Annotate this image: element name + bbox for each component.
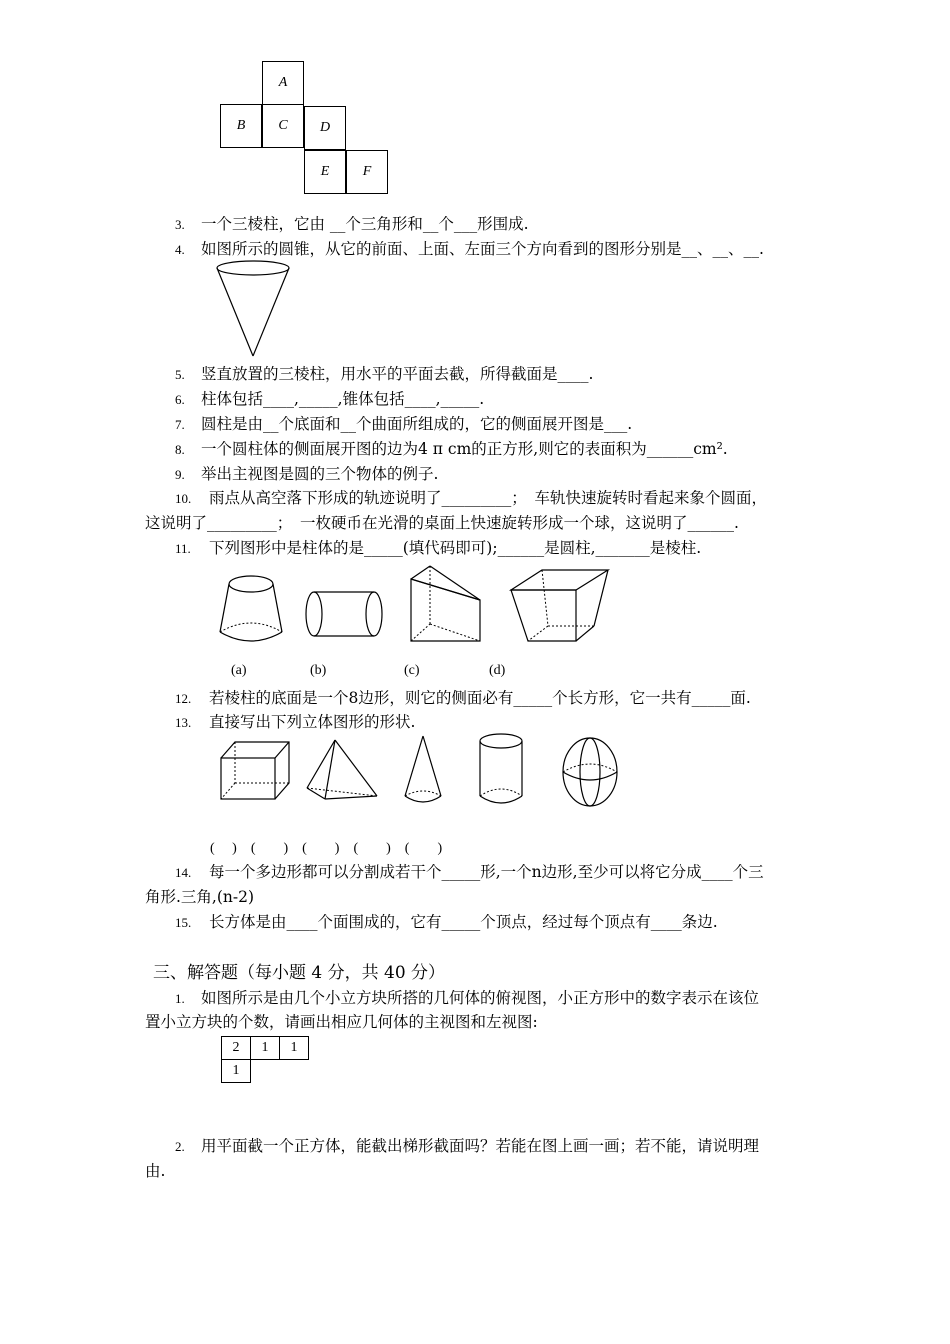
cuboid-top-edge [275,742,289,758]
question-number: 3. [175,217,185,232]
cylinder-bottom-back [480,789,522,796]
net-face-e: E [304,150,346,194]
net-face-f: F [346,150,388,194]
section-3-question-1-continued: 置小立方块的个数，请画出相应几何体的主视图和左视图: [145,1013,538,1031]
question-5 [175,364,593,385]
question-11 [175,538,701,559]
question-14 [175,862,764,883]
cone2-base-front [405,796,441,802]
quad-prism-right-edge-a [594,570,608,626]
question-text: 竖直放置的三棱柱，用水平的平面去截，所得截面是____. [201,365,594,383]
question-12 [175,688,751,709]
question-number: 8. [175,442,185,457]
net-face-c: C [262,104,304,148]
sphere-figure [561,736,621,808]
question-10-continued: 这说明了_________； 一枚硬币在光滑的桌面上快速旋转形成一个球，这说明了______. [145,514,739,532]
prism-top-slope [430,566,480,600]
question-number: 1. [175,991,185,1006]
frustum-top [229,576,273,592]
section-3-question-2-continued: 由. [145,1162,166,1180]
net-face-d: D [304,106,346,150]
frustum-left-edge [220,584,229,632]
cuboid-figure [219,740,291,802]
figure-label-c: (c) [404,663,420,678]
quad-prism-hidden-left [528,626,548,641]
question-14-continued: 角形.三角,(n-2) [145,888,255,906]
question-text: 长方体是由____个面围成的，它有_____个顶点，经过每个顶点有____条边. [209,913,718,931]
quadrilateral-prism-figure [508,568,610,644]
cylinder-right-end [366,592,382,636]
sphere-meridian [580,738,600,806]
question-8 [175,439,728,460]
section-3-question-2 [175,1136,759,1157]
figure-label-b: (b) [310,663,327,678]
horizontal-cylinder-figure [304,590,386,642]
cylinder-left-end-front [306,592,322,636]
question-9 [175,464,438,485]
question-text: 如图所示的圆锥，从它的前面、上面、左面三个方向看到的图形分别是__、__、__. [201,240,764,258]
question-text: 举出主视图是圆的三个物体的例子. [201,465,439,483]
grid-cell: 1 [221,1059,251,1083]
question-6 [175,389,484,410]
prism-diagonal [411,579,480,600]
grid-cell: 2 [221,1036,251,1060]
cone-top-ellipse [217,261,289,275]
question-number: 14. [175,865,192,880]
question-text: 直接写出下列立体图形的形状. [209,713,416,731]
cylinder-top [480,734,522,748]
prism-top-ridge [411,566,430,579]
cone-figure [215,258,295,358]
cuboid-front [221,758,275,799]
pyramid-base-front-a [307,788,325,799]
question-text: 用平面截一个正方体，能截出梯形截面吗？若能在图上画一画；若不能，请说明理 [201,1137,760,1155]
quad-prism-hidden-vertical [542,570,548,626]
quad-prism-right-edge-b [576,626,594,641]
net-face-a: A [262,61,304,105]
cone-right-edge [253,268,289,356]
cone2-right-edge [423,736,441,796]
triangular-prism-figure [408,564,484,644]
cone-figure-2 [403,734,445,808]
question-number: 6. [175,392,185,407]
question-7 [175,414,632,435]
figure-label-a: (a) [231,663,247,678]
pyramid-base-front-b [325,796,377,799]
section-3-question-1 [175,988,759,1009]
question-text: 下列图形中是柱体的是_____(填代码即可);______是圆柱,_______是棱柱. [209,539,702,557]
frustum-bottom-front [220,632,282,641]
cuboid-top-right [221,742,289,799]
question-number: 4. [175,242,185,257]
sphere-equator-back [563,764,617,772]
figure-label-d: (d) [489,663,506,678]
question-number: 13. [175,715,192,730]
question-number: 12. [175,691,192,706]
prism-hidden-bottom-a [411,624,430,641]
pyramid-figure [305,738,379,802]
cuboid-hidden-diagonal [221,783,235,799]
question-number: 7. [175,417,185,432]
pyramid-edge-3 [335,740,377,796]
cone2-left-edge [405,736,423,796]
cone-left-edge [217,268,253,356]
question-text: 柱体包括____,_____,锥体包括____,_____. [201,390,485,408]
quad-prism-top [511,570,608,590]
figure-13-answer-blanks: ( ) ( ) ( ) ( ) ( ) [210,841,443,856]
question-4 [175,239,764,260]
question-text: 若棱柱的底面是一个8边形，则它的侧面必有_____个长方形，它一共有_____面. [209,689,751,707]
question-3 [175,214,529,235]
question-text: 一个三棱柱，它由 __个三角形和__个___形围成. [201,215,529,233]
question-number: 9. [175,467,185,482]
question-text: 一个圆柱体的侧面展开图的边为4 π cm的正方形,则它的表面积为______cm². [201,440,728,458]
quad-prism-front [511,590,576,641]
section-3-title: 三、解答题（每小题 4 分，共 40 分） [153,963,446,983]
question-text: 如图所示是由几个小立方块所搭的几何体的俯视图，小正方形中的数字表示在该位 [201,989,760,1007]
prism-hidden-bottom-b [430,624,480,641]
grid-cell: 1 [279,1036,309,1060]
cylinder-bottom-front [480,796,522,803]
question-text: 每一个多边形都可以分割成若干个_____形,一个n边形,至少可以将它分成____个三 [209,863,764,881]
cone2-base-back [405,791,441,796]
question-text: 圆柱是由__个底面和__个曲面所组成的，它的侧面展开图是___. [201,415,633,433]
frustum-figure [218,574,288,646]
question-10 [175,488,767,509]
sphere-equator-front [563,772,617,780]
frustum-right-edge [273,584,282,632]
question-number: 2. [175,1139,185,1154]
question-number: 15. [175,915,192,930]
question-13 [175,712,415,733]
question-number: 11. [175,541,191,556]
net-face-b: B [220,104,262,148]
question-number: 5. [175,367,185,382]
question-15 [175,912,718,933]
frustum-bottom-back [220,623,282,632]
sphere-outline [563,738,617,806]
cylinder-figure [478,732,526,806]
grid-cell: 1 [250,1036,280,1060]
question-text: 雨点从高空落下形成的轨迹说明了_________； 车轨快速旋转时看起来象个圆面， [209,489,768,507]
question-number: 10. [175,491,192,506]
